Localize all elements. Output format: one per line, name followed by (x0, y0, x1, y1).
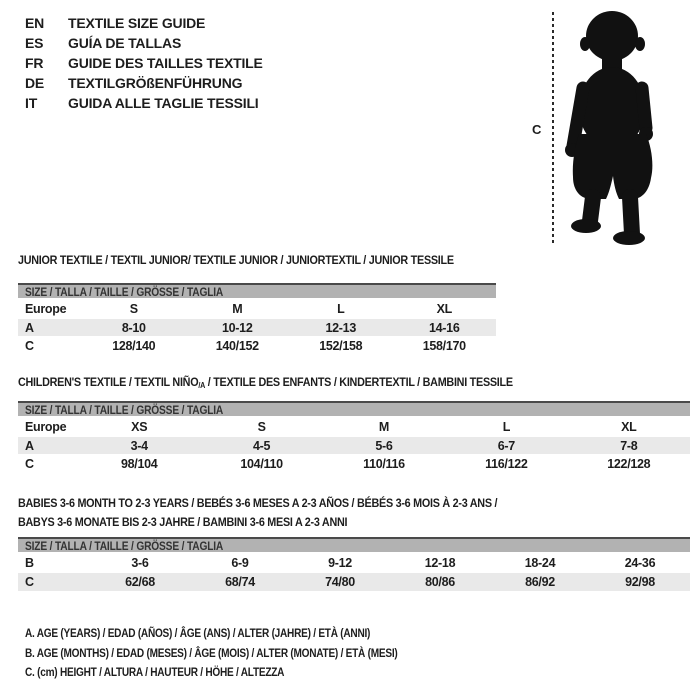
language-list (25, 13, 263, 113)
language-row (25, 93, 263, 113)
row-label: C (25, 575, 34, 589)
size-cell: 74/80 (325, 575, 355, 589)
row-label: Europe (25, 419, 67, 434)
babies-size-table (18, 537, 690, 591)
row-label: C (25, 457, 34, 471)
height-dotted-line (552, 12, 554, 246)
size-header-bar (18, 283, 496, 298)
size-cell: 140/152 (215, 339, 259, 353)
babies-table-title (18, 494, 497, 532)
table-row (18, 298, 496, 319)
size-cell: 80/86 (425, 575, 455, 589)
size-cell: 6-7 (497, 438, 515, 453)
junior-table-title: JUNIOR TEXTILE / TEXTIL JUNIOR/ TEXTILE JUNIOR / JUNIORTEXTIL / JUNIOR TESSILE (18, 253, 454, 267)
children-size-table (18, 401, 690, 474)
size-cell: 12-13 (325, 320, 356, 335)
language-row (25, 73, 263, 93)
children-table-title (18, 373, 513, 395)
size-cell: M (378, 419, 390, 434)
size-cell: 5-6 (375, 438, 393, 453)
footnote-b: B. AGE (MONTHS) / EDAD (MESES) / ÂGE (MOIS) / ALTER (MONATE) / ETÀ (MESI) (25, 645, 398, 660)
language-label: GUÍA DE TALLAS (68, 35, 182, 51)
table-row (18, 552, 690, 573)
size-cell: 62/68 (125, 575, 155, 589)
row-label: C (25, 339, 34, 353)
language-code: DE (25, 75, 45, 91)
size-cell: L (502, 419, 511, 434)
size-cell: 10-12 (222, 320, 253, 335)
row-label: B (25, 555, 34, 570)
size-cell: 98/104 (120, 457, 158, 471)
babies-title-line1: BABIES 3-6 MONTH TO 2-3 YEARS / BEBÉS 3-6 MESES A 2-3 AÑOS / BÉBÉS 3-6 MOIS À 2-3 ANS / (18, 496, 498, 510)
footnote-a: A. AGE (YEARS) / EDAD (AÑOS) / ÂGE (ANS) / ALTER (JAHRE) / ETÀ (ANNI) (25, 626, 371, 640)
height-measure-label: C (532, 122, 542, 137)
footnote-c: C. (cm) HEIGHT / ALTURA / HAUTEUR / HÖHE / ALTEZZA (25, 665, 285, 679)
size-cell: XS (131, 419, 148, 434)
size-cell: 18-24 (524, 555, 556, 570)
language-row (25, 13, 263, 33)
table-row (18, 454, 690, 474)
size-header-label: SIZE / TALLA / TAILLE / GRÖSSE / TAGLIA (25, 285, 224, 299)
language-code: IT (25, 95, 38, 111)
size-cell: 116/122 (485, 457, 528, 471)
language-row (25, 33, 263, 53)
row-label: A (25, 320, 34, 335)
table-row (18, 319, 496, 336)
size-cell: 8-10 (121, 320, 146, 335)
size-cell: 152/158 (319, 339, 363, 353)
size-cell: 110/116 (363, 457, 405, 471)
size-cell: 86/92 (525, 575, 555, 589)
size-cell: XL (436, 301, 452, 316)
table-row (18, 573, 690, 591)
row-label: A (25, 438, 34, 453)
babies-title-line2: BABYS 3-6 MONATE BIS 2-3 JAHRE / BAMBINI 3-6 MESI A 2-3 ANNI (18, 515, 348, 529)
size-cell: 4-5 (253, 438, 271, 453)
size-cell: S (129, 301, 138, 316)
table-row (18, 336, 496, 356)
language-label: GUIDE DES TAILLES TEXTILE (68, 55, 263, 71)
size-cell: 3-6 (131, 555, 149, 570)
size-cell: M (232, 301, 243, 316)
language-code: FR (25, 55, 44, 71)
language-code: ES (25, 35, 44, 51)
size-header-bar (18, 537, 690, 552)
language-row (25, 53, 263, 73)
size-cell: 7-8 (620, 438, 638, 453)
language-label: TEXTILGRÖßENFÜHRUNG (68, 75, 243, 91)
table-row (18, 416, 690, 437)
size-cell: XL (621, 419, 637, 434)
footnotes (25, 624, 468, 683)
children-title-sub: /A (198, 381, 206, 390)
size-cell: 9-12 (328, 555, 352, 570)
size-cell: 12-18 (424, 555, 456, 570)
children-title-pre: CHILDREN'S TEXTILE / TEXTIL NIÑO (18, 375, 199, 389)
size-cell: 122/128 (607, 457, 651, 471)
size-cell: 158/170 (422, 339, 466, 353)
size-cell: 24-36 (624, 555, 656, 570)
size-header-label: SIZE / TALLA / TAILLE / GRÖSSE / TAGLIA (25, 403, 224, 417)
language-label: GUIDA ALLE TAGLIE TESSILI (68, 95, 259, 111)
size-header-label: SIZE / TALLA / TAILLE / GRÖSSE / TAGLIA (25, 539, 224, 553)
size-cell: 14-16 (429, 320, 460, 335)
language-code: EN (25, 15, 45, 31)
table-row (18, 437, 690, 454)
size-cell: 68/74 (225, 575, 255, 589)
junior-size-table (18, 283, 496, 356)
size-cell: L (337, 301, 345, 316)
size-header-bar (18, 401, 690, 416)
size-cell: 128/140 (112, 339, 156, 353)
size-cell: 104/110 (240, 457, 283, 471)
row-label: Europe (25, 301, 67, 316)
size-cell: 6-9 (231, 555, 249, 570)
baby-silhouette-icon (556, 8, 672, 248)
language-label: TEXTILE SIZE GUIDE (68, 15, 206, 31)
size-cell: 3-4 (130, 438, 148, 453)
size-cell: S (257, 419, 266, 434)
size-cell: 92/98 (625, 575, 655, 589)
children-title-post: / TEXTILE DES ENFANTS / KINDERTEXTIL / BAMBINI TESSILE (205, 375, 513, 389)
